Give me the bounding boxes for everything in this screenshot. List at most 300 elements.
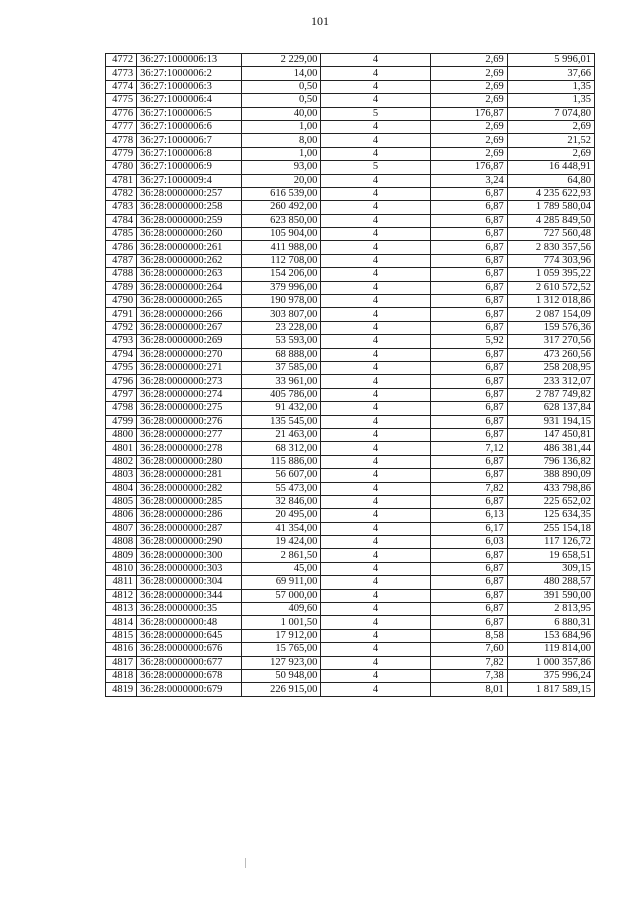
area-cell: 409,60 xyxy=(242,603,321,616)
rate-cell: 8,01 xyxy=(430,683,507,696)
table-row xyxy=(106,281,595,294)
cadastral-number-cell: 36:28:0000000:303 xyxy=(137,562,242,575)
row-number-cell: 4808 xyxy=(106,536,137,549)
area-cell: 20,00 xyxy=(242,174,321,187)
row-number-cell: 4790 xyxy=(106,295,137,308)
row-number-cell: 4807 xyxy=(106,522,137,535)
area-cell: 616 539,00 xyxy=(242,187,321,200)
table-row xyxy=(106,482,595,495)
cadastral-number-cell: 36:28:0000000:304 xyxy=(137,576,242,589)
table-row xyxy=(106,388,595,401)
area-cell: 21 463,00 xyxy=(242,428,321,441)
table-row xyxy=(106,308,595,321)
row-number-cell: 4777 xyxy=(106,120,137,133)
group-cell: 5 xyxy=(321,107,430,120)
value-cell: 375 996,24 xyxy=(507,669,594,682)
value-cell: 2 830 357,56 xyxy=(507,241,594,254)
cadastral-number-cell: 36:28:0000000:677 xyxy=(137,656,242,669)
value-cell: 153 684,96 xyxy=(507,629,594,642)
area-cell: 53 593,00 xyxy=(242,335,321,348)
rate-cell: 6,87 xyxy=(430,495,507,508)
value-cell: 1 817 589,15 xyxy=(507,683,594,696)
group-cell: 4 xyxy=(321,455,430,468)
cadastral-number-cell: 36:27:1000006:4 xyxy=(137,94,242,107)
rate-cell: 6,87 xyxy=(430,214,507,227)
group-cell: 4 xyxy=(321,308,430,321)
group-cell: 4 xyxy=(321,241,430,254)
rate-cell: 3,24 xyxy=(430,174,507,187)
value-cell: 2 087 154,09 xyxy=(507,308,594,321)
table-row xyxy=(106,335,595,348)
value-cell: 473 260,56 xyxy=(507,348,594,361)
group-cell: 4 xyxy=(321,536,430,549)
area-cell: 1,00 xyxy=(242,147,321,160)
rate-cell: 6,87 xyxy=(430,375,507,388)
row-number-cell: 4816 xyxy=(106,643,137,656)
value-cell: 159 576,36 xyxy=(507,321,594,334)
area-cell: 127 923,00 xyxy=(242,656,321,669)
value-cell: 21,52 xyxy=(507,134,594,147)
area-cell: 2 229,00 xyxy=(242,54,321,67)
group-cell: 4 xyxy=(321,268,430,281)
rate-cell: 6,87 xyxy=(430,428,507,441)
cadastral-value-table xyxy=(105,53,595,697)
table-row xyxy=(106,201,595,214)
row-number-cell: 4793 xyxy=(106,335,137,348)
value-cell: 64,80 xyxy=(507,174,594,187)
value-cell: 255 154,18 xyxy=(507,522,594,535)
value-cell: 2 610 572,52 xyxy=(507,281,594,294)
table-row xyxy=(106,455,595,468)
table-row xyxy=(106,683,595,696)
rate-cell: 2,69 xyxy=(430,147,507,160)
rate-cell: 6,87 xyxy=(430,616,507,629)
cadastral-number-cell: 36:28:0000000:259 xyxy=(137,214,242,227)
rate-cell: 2,69 xyxy=(430,94,507,107)
rate-cell: 6,87 xyxy=(430,589,507,602)
row-number-cell: 4818 xyxy=(106,669,137,682)
area-cell: 45,00 xyxy=(242,562,321,575)
cadastral-number-cell: 36:28:0000000:267 xyxy=(137,321,242,334)
table-row xyxy=(106,321,595,334)
table-row xyxy=(106,415,595,428)
cadastral-number-cell: 36:28:0000000:678 xyxy=(137,669,242,682)
rate-cell: 8,58 xyxy=(430,629,507,642)
row-number-cell: 4794 xyxy=(106,348,137,361)
rate-cell: 2,69 xyxy=(430,120,507,133)
value-cell: 433 798,86 xyxy=(507,482,594,495)
area-cell: 68 312,00 xyxy=(242,442,321,455)
area-cell: 17 912,00 xyxy=(242,629,321,642)
table-row xyxy=(106,629,595,642)
row-number-cell: 4791 xyxy=(106,308,137,321)
table-row xyxy=(106,187,595,200)
table-row xyxy=(106,656,595,669)
group-cell: 4 xyxy=(321,669,430,682)
cadastral-number-cell: 36:27:1000006:9 xyxy=(137,161,242,174)
table-row xyxy=(106,469,595,482)
row-number-cell: 4781 xyxy=(106,174,137,187)
area-cell: 55 473,00 xyxy=(242,482,321,495)
table-row xyxy=(106,54,595,67)
cadastral-number-cell: 36:28:0000000:645 xyxy=(137,629,242,642)
row-number-cell: 4772 xyxy=(106,54,137,67)
cadastral-number-cell: 36:28:0000000:282 xyxy=(137,482,242,495)
rate-cell: 6,87 xyxy=(430,187,507,200)
row-number-cell: 4804 xyxy=(106,482,137,495)
group-cell: 4 xyxy=(321,643,430,656)
table-row xyxy=(106,147,595,160)
rate-cell: 2,69 xyxy=(430,54,507,67)
area-cell: 411 988,00 xyxy=(242,241,321,254)
group-cell: 4 xyxy=(321,522,430,535)
value-cell: 4 285 849,50 xyxy=(507,214,594,227)
group-cell: 4 xyxy=(321,214,430,227)
area-cell: 37 585,00 xyxy=(242,361,321,374)
rate-cell: 6,87 xyxy=(430,361,507,374)
area-cell: 1 001,50 xyxy=(242,616,321,629)
value-cell: 1 312 018,86 xyxy=(507,295,594,308)
row-number-cell: 4778 xyxy=(106,134,137,147)
value-cell: 2,69 xyxy=(507,147,594,160)
value-cell: 1,35 xyxy=(507,94,594,107)
cadastral-number-cell: 36:28:0000000:263 xyxy=(137,268,242,281)
value-cell: 225 652,02 xyxy=(507,495,594,508)
rate-cell: 6,87 xyxy=(430,415,507,428)
group-cell: 4 xyxy=(321,603,430,616)
group-cell: 4 xyxy=(321,254,430,267)
value-cell: 1 789 580,04 xyxy=(507,201,594,214)
group-cell: 4 xyxy=(321,295,430,308)
row-number-cell: 4802 xyxy=(106,455,137,468)
table-row xyxy=(106,67,595,80)
cadastral-number-cell: 36:28:0000000:270 xyxy=(137,348,242,361)
rate-cell: 2,69 xyxy=(430,67,507,80)
value-cell: 117 126,72 xyxy=(507,536,594,549)
group-cell: 4 xyxy=(321,361,430,374)
value-cell: 5 996,01 xyxy=(507,54,594,67)
cadastral-number-cell: 36:28:0000000:35 xyxy=(137,603,242,616)
cadastral-number-cell: 36:27:1000009:4 xyxy=(137,174,242,187)
rate-cell: 6,87 xyxy=(430,549,507,562)
cadastral-number-cell: 36:28:0000000:300 xyxy=(137,549,242,562)
area-cell: 0,50 xyxy=(242,94,321,107)
table-row xyxy=(106,643,595,656)
cadastral-number-cell: 36:28:0000000:271 xyxy=(137,361,242,374)
value-cell: 7 074,80 xyxy=(507,107,594,120)
area-cell: 154 206,00 xyxy=(242,268,321,281)
row-number-cell: 4788 xyxy=(106,268,137,281)
cadastral-number-cell: 36:28:0000000:679 xyxy=(137,683,242,696)
table-row xyxy=(106,254,595,267)
table-body xyxy=(106,54,595,697)
group-cell: 4 xyxy=(321,54,430,67)
cadastral-number-cell: 36:27:1000006:7 xyxy=(137,134,242,147)
rate-cell: 6,03 xyxy=(430,536,507,549)
value-cell: 727 560,48 xyxy=(507,228,594,241)
table-row xyxy=(106,442,595,455)
value-cell: 6 880,31 xyxy=(507,616,594,629)
group-cell: 4 xyxy=(321,576,430,589)
rate-cell: 176,87 xyxy=(430,107,507,120)
cadastral-number-cell: 36:28:0000000:278 xyxy=(137,442,242,455)
row-number-cell: 4801 xyxy=(106,442,137,455)
rate-cell: 7,60 xyxy=(430,643,507,656)
table-row xyxy=(106,495,595,508)
area-cell: 112 708,00 xyxy=(242,254,321,267)
group-cell: 4 xyxy=(321,281,430,294)
group-cell: 4 xyxy=(321,67,430,80)
rate-cell: 6,87 xyxy=(430,281,507,294)
area-cell: 379 996,00 xyxy=(242,281,321,294)
cadastral-number-cell: 36:28:0000000:274 xyxy=(137,388,242,401)
group-cell: 4 xyxy=(321,683,430,696)
cadastral-number-cell: 36:27:1000006:8 xyxy=(137,147,242,160)
rate-cell: 6,87 xyxy=(430,576,507,589)
cadastral-number-cell: 36:28:0000000:286 xyxy=(137,509,242,522)
area-cell: 33 961,00 xyxy=(242,375,321,388)
area-cell: 41 354,00 xyxy=(242,522,321,535)
group-cell: 4 xyxy=(321,335,430,348)
rate-cell: 6,87 xyxy=(430,254,507,267)
rate-cell: 6,87 xyxy=(430,295,507,308)
area-cell: 15 765,00 xyxy=(242,643,321,656)
row-number-cell: 4811 xyxy=(106,576,137,589)
value-cell: 628 137,84 xyxy=(507,402,594,415)
rate-cell: 6,87 xyxy=(430,321,507,334)
value-cell: 1,35 xyxy=(507,80,594,93)
area-cell: 20 495,00 xyxy=(242,509,321,522)
group-cell: 4 xyxy=(321,442,430,455)
table-row xyxy=(106,80,595,93)
group-cell: 4 xyxy=(321,402,430,415)
area-cell: 115 886,00 xyxy=(242,455,321,468)
area-cell: 57 000,00 xyxy=(242,589,321,602)
area-cell: 105 904,00 xyxy=(242,228,321,241)
group-cell: 4 xyxy=(321,120,430,133)
group-cell: 4 xyxy=(321,375,430,388)
area-cell: 1,00 xyxy=(242,120,321,133)
group-cell: 4 xyxy=(321,80,430,93)
area-cell: 2 861,50 xyxy=(242,549,321,562)
cadastral-number-cell: 36:28:0000000:260 xyxy=(137,228,242,241)
group-cell: 4 xyxy=(321,656,430,669)
row-number-cell: 4812 xyxy=(106,589,137,602)
row-number-cell: 4785 xyxy=(106,228,137,241)
rate-cell: 5,92 xyxy=(430,335,507,348)
cadastral-number-cell: 36:28:0000000:269 xyxy=(137,335,242,348)
group-cell: 5 xyxy=(321,161,430,174)
value-cell: 2 787 749,82 xyxy=(507,388,594,401)
row-number-cell: 4775 xyxy=(106,94,137,107)
row-number-cell: 4799 xyxy=(106,415,137,428)
cadastral-number-cell: 36:28:0000000:264 xyxy=(137,281,242,294)
area-cell: 623 850,00 xyxy=(242,214,321,227)
table-row xyxy=(106,94,595,107)
row-number-cell: 4800 xyxy=(106,428,137,441)
table-row xyxy=(106,616,595,629)
rate-cell: 7,82 xyxy=(430,482,507,495)
row-number-cell: 4805 xyxy=(106,495,137,508)
group-cell: 4 xyxy=(321,415,430,428)
value-cell: 258 208,95 xyxy=(507,361,594,374)
row-number-cell: 4809 xyxy=(106,549,137,562)
rate-cell: 6,87 xyxy=(430,469,507,482)
table-row xyxy=(106,361,595,374)
cadastral-number-cell: 36:28:0000000:276 xyxy=(137,415,242,428)
area-cell: 93,00 xyxy=(242,161,321,174)
rate-cell: 2,69 xyxy=(430,80,507,93)
row-number-cell: 4815 xyxy=(106,629,137,642)
table-row xyxy=(106,228,595,241)
row-number-cell: 4786 xyxy=(106,241,137,254)
cadastral-number-cell: 36:28:0000000:344 xyxy=(137,589,242,602)
row-number-cell: 4796 xyxy=(106,375,137,388)
rate-cell: 6,87 xyxy=(430,348,507,361)
row-number-cell: 4803 xyxy=(106,469,137,482)
table-row xyxy=(106,174,595,187)
rate-cell: 6,87 xyxy=(430,308,507,321)
value-cell: 19 658,51 xyxy=(507,549,594,562)
value-cell: 37,66 xyxy=(507,67,594,80)
cadastral-number-cell: 36:28:0000000:290 xyxy=(137,536,242,549)
row-number-cell: 4784 xyxy=(106,214,137,227)
area-cell: 190 978,00 xyxy=(242,295,321,308)
row-number-cell: 4780 xyxy=(106,161,137,174)
table-row xyxy=(106,509,595,522)
value-cell: 391 590,00 xyxy=(507,589,594,602)
group-cell: 4 xyxy=(321,495,430,508)
rate-cell: 7,82 xyxy=(430,656,507,669)
cadastral-number-cell: 36:28:0000000:261 xyxy=(137,241,242,254)
table-row xyxy=(106,402,595,415)
cadastral-number-cell: 36:27:1000006:3 xyxy=(137,80,242,93)
area-cell: 91 432,00 xyxy=(242,402,321,415)
table-row xyxy=(106,375,595,388)
rate-cell: 176,87 xyxy=(430,161,507,174)
area-cell: 226 915,00 xyxy=(242,683,321,696)
value-cell: 796 136,82 xyxy=(507,455,594,468)
row-number-cell: 4795 xyxy=(106,361,137,374)
group-cell: 4 xyxy=(321,549,430,562)
value-cell: 119 814,00 xyxy=(507,643,594,656)
value-cell: 147 450,81 xyxy=(507,428,594,441)
area-cell: 405 786,00 xyxy=(242,388,321,401)
group-cell: 4 xyxy=(321,469,430,482)
row-number-cell: 4779 xyxy=(106,147,137,160)
area-cell: 56 607,00 xyxy=(242,469,321,482)
value-cell: 480 288,57 xyxy=(507,576,594,589)
cadastral-number-cell: 36:28:0000000:281 xyxy=(137,469,242,482)
cadastral-number-cell: 36:27:1000006:2 xyxy=(137,67,242,80)
table-row xyxy=(106,241,595,254)
value-cell: 4 235 622,93 xyxy=(507,187,594,200)
row-number-cell: 4789 xyxy=(106,281,137,294)
row-number-cell: 4806 xyxy=(106,509,137,522)
group-cell: 4 xyxy=(321,94,430,107)
group-cell: 4 xyxy=(321,201,430,214)
row-number-cell: 4783 xyxy=(106,201,137,214)
page-number: 101 xyxy=(311,14,329,28)
table-row xyxy=(106,161,595,174)
area-cell: 0,50 xyxy=(242,80,321,93)
rate-cell: 6,17 xyxy=(430,522,507,535)
value-cell: 317 270,56 xyxy=(507,335,594,348)
table-row xyxy=(106,536,595,549)
group-cell: 4 xyxy=(321,147,430,160)
table-row xyxy=(106,576,595,589)
group-cell: 4 xyxy=(321,589,430,602)
rate-cell: 6,13 xyxy=(430,509,507,522)
area-cell: 32 846,00 xyxy=(242,495,321,508)
row-number-cell: 4782 xyxy=(106,187,137,200)
rate-cell: 7,12 xyxy=(430,442,507,455)
row-number-cell: 4773 xyxy=(106,67,137,80)
row-number-cell: 4787 xyxy=(106,254,137,267)
value-cell: 931 194,15 xyxy=(507,415,594,428)
value-cell: 16 448,91 xyxy=(507,161,594,174)
group-cell: 4 xyxy=(321,562,430,575)
rate-cell: 6,87 xyxy=(430,268,507,281)
area-cell: 14,00 xyxy=(242,67,321,80)
area-cell: 19 424,00 xyxy=(242,536,321,549)
cadastral-number-cell: 36:28:0000000:266 xyxy=(137,308,242,321)
group-cell: 4 xyxy=(321,428,430,441)
row-number-cell: 4814 xyxy=(106,616,137,629)
cadastral-number-cell: 36:28:0000000:48 xyxy=(137,616,242,629)
group-cell: 4 xyxy=(321,174,430,187)
row-number-cell: 4813 xyxy=(106,603,137,616)
group-cell: 4 xyxy=(321,482,430,495)
cadastral-number-cell: 36:28:0000000:676 xyxy=(137,643,242,656)
cadastral-number-cell: 36:28:0000000:277 xyxy=(137,428,242,441)
group-cell: 4 xyxy=(321,228,430,241)
rate-cell: 6,87 xyxy=(430,228,507,241)
row-number-cell: 4774 xyxy=(106,80,137,93)
row-number-cell: 4817 xyxy=(106,656,137,669)
table-row xyxy=(106,589,595,602)
table-row xyxy=(106,268,595,281)
area-cell: 69 911,00 xyxy=(242,576,321,589)
table-row xyxy=(106,603,595,616)
area-cell: 303 807,00 xyxy=(242,308,321,321)
cadastral-number-cell: 36:28:0000000:287 xyxy=(137,522,242,535)
table-row xyxy=(106,120,595,133)
table-row xyxy=(106,562,595,575)
table-row xyxy=(106,522,595,535)
value-cell: 486 381,44 xyxy=(507,442,594,455)
value-cell: 125 634,35 xyxy=(507,509,594,522)
area-cell: 8,00 xyxy=(242,134,321,147)
group-cell: 4 xyxy=(321,348,430,361)
rate-cell: 6,87 xyxy=(430,562,507,575)
area-cell: 260 492,00 xyxy=(242,201,321,214)
cadastral-number-cell: 36:27:1000006:5 xyxy=(137,107,242,120)
group-cell: 4 xyxy=(321,509,430,522)
rate-cell: 6,87 xyxy=(430,201,507,214)
cadastral-number-cell: 36:28:0000000:280 xyxy=(137,455,242,468)
cadastral-number-cell: 36:28:0000000:257 xyxy=(137,187,242,200)
area-cell: 135 545,00 xyxy=(242,415,321,428)
row-number-cell: 4797 xyxy=(106,388,137,401)
cadastral-number-cell: 36:28:0000000:258 xyxy=(137,201,242,214)
table-row xyxy=(106,134,595,147)
value-cell: 388 890,09 xyxy=(507,469,594,482)
cadastral-number-cell: 36:27:1000006:13 xyxy=(137,54,242,67)
rate-cell: 6,87 xyxy=(430,455,507,468)
cadastral-number-cell: 36:28:0000000:273 xyxy=(137,375,242,388)
rate-cell: 6,87 xyxy=(430,241,507,254)
